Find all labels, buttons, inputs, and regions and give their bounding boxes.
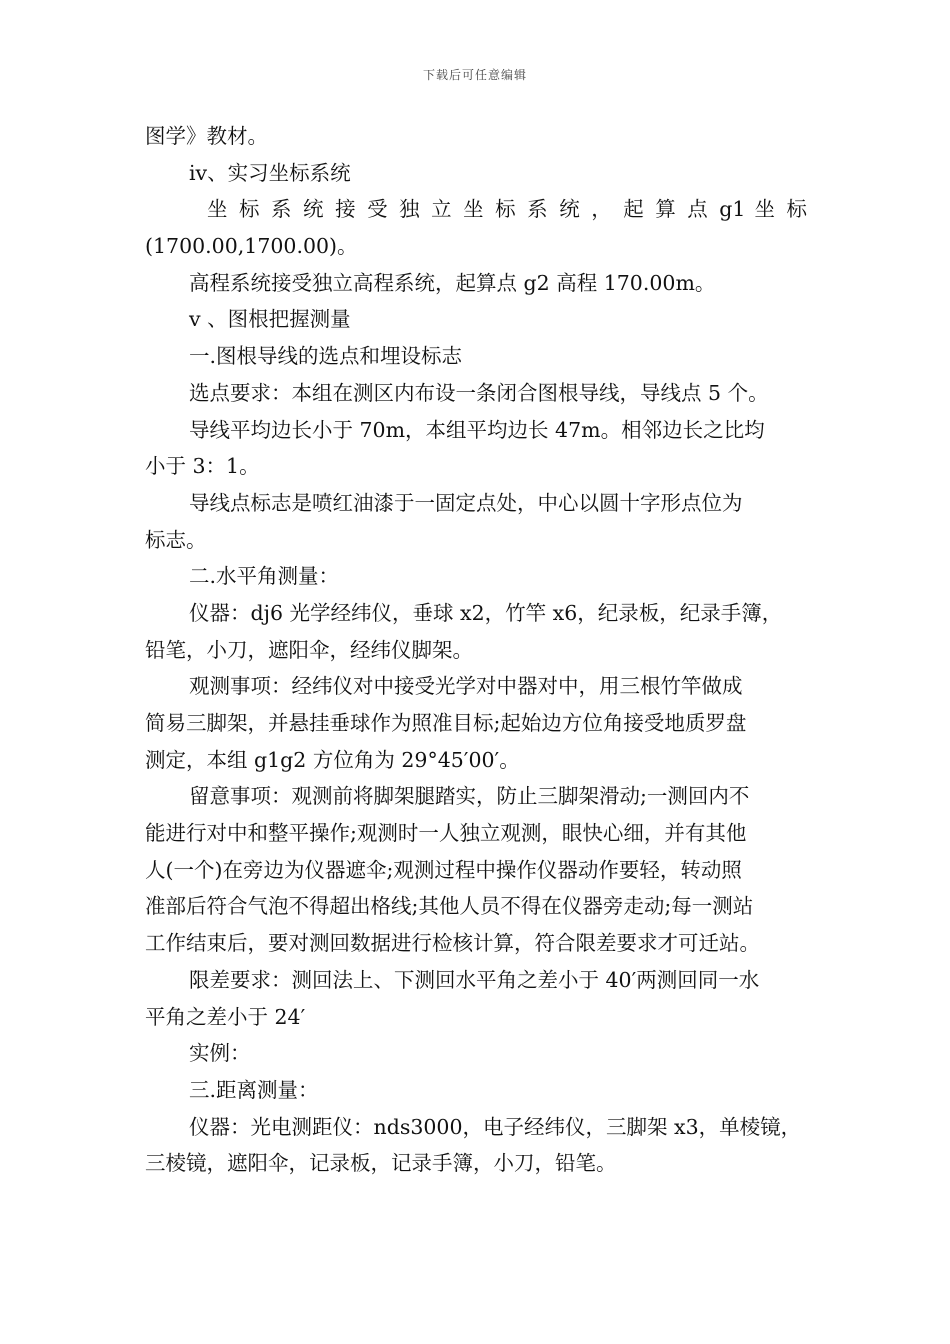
text-line-9: 导线平均边长小于 70m，本组平均边长 47m。相邻边长之比均: [189, 417, 765, 442]
text-line-8: 选点要求：本组在测区内布设一条闭合图根导线，导线点 5 个。: [189, 380, 769, 405]
text-line-10: 小于 3：1。: [145, 454, 260, 479]
subsection-heading-2: 二.水平角测量：: [189, 564, 340, 589]
subsection-heading-3: 三.距离测量：: [189, 1077, 319, 1102]
text-line-16: 观测事项：经纬仪对中接受光学对中器对中，用三根竹竿做成: [189, 674, 743, 699]
text-line-14: 仪器：dj6 光学经纬仪，垂球 x2，竹竿 x6，纪录板，纪录手簿，: [189, 600, 783, 625]
text-line-15: 铅笔，小刀，遮阳伞，经纬仪脚架。: [145, 637, 473, 662]
text-line-1: 图学》教材。: [145, 124, 268, 148]
text-line-29: 三棱镜，遮阳伞，记录板，记录手簿，小刀，铅笔。: [145, 1151, 617, 1176]
text-line-24: 限差要求：测回法上、下测回水平角之差小于 40′两测回同一水: [189, 967, 760, 992]
text-line-19: 留意事项：观测前将脚架腿踏实，防止三脚架滑动;一测回内不: [189, 784, 750, 809]
text-line-17: 简易三脚架，并悬挂垂球作为照准目标;起始边方位角接受地质罗盘: [145, 711, 747, 735]
text-line-23: 工作结束后，要对测回数据进行检核计算，符合限差要求才可迁站。: [145, 931, 760, 956]
text-line-25: 平角之差小于 24′: [145, 1004, 306, 1029]
text-line-28: 仪器：光电测距仪：nds3000，电子经纬仪，三脚架 x3，单棱镜，: [189, 1114, 802, 1139]
document-body: [145, 118, 807, 1182]
subsection-heading-1: 一.图根导线的选点和埋设标志: [189, 344, 463, 369]
text-line-22: 准部后符合气泡不得超出格线;其他人员不得在仪器旁走动;每一测站: [145, 894, 754, 919]
section-heading-iv: iv、实习坐标系统: [189, 160, 351, 185]
text-line-3: 坐 标 系 统 接 受 独 立 坐 标 系 统 ， 起 算 点 g1 坐 标: [207, 197, 807, 222]
text-line-18: 测定，本组 g1g2 方位角为 29°45′00′。: [145, 747, 520, 772]
text-line-20: 能进行对中和整平操作;观测时一人独立观测，眼快心细，并有其他: [145, 821, 747, 846]
text-line-12: 标志。: [145, 527, 207, 552]
text-line-21: 人(一个)在旁边为仪器遮伞;观测过程中操作仪器动作要轻，转动照: [145, 857, 742, 882]
section-heading-v: v 、图根把握测量: [189, 307, 351, 332]
page-header: 下载后可任意编辑: [422, 68, 527, 82]
text-line-26: 实例：: [189, 1041, 251, 1066]
text-line-5: 高程系统接受独立高程系统，起算点 g2 高程 170.00m。: [189, 270, 716, 295]
text-line-4: (1700.00,1700.00)。: [145, 234, 358, 259]
text-line-11: 导线点标志是喷红油漆于一固定点处，中心以圆十字形点位为: [189, 490, 743, 515]
